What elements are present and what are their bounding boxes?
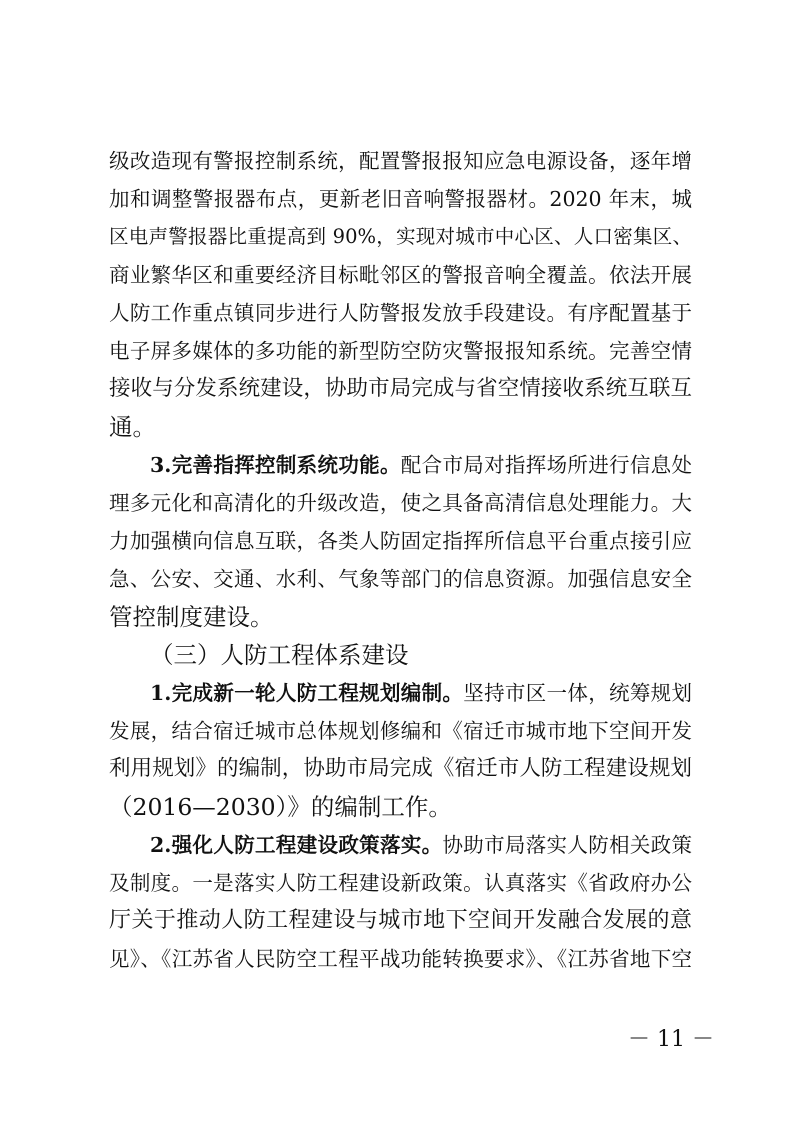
- paragraph-line: 通。: [109, 413, 156, 441]
- paragraph-line: 理多元化和高清化的升级改造，使之具备高清信息处理能力。大: [109, 491, 692, 515]
- paragraph-line: 力加强横向信息互联，各类人防固定指挥所信息平台重点接引应: [109, 529, 692, 553]
- paragraph-line: 级改造现有警报控制系统，配置警报报知应急电源设备，逐年增: [109, 149, 692, 173]
- paragraph-line: （2016—2030）》的编制工作。: [109, 793, 452, 821]
- paragraph-line: 及制度。一是落实人防工程建设新政策。认真落实《省政府办公: [109, 871, 692, 895]
- paragraph-heading: 3.完善指挥控制系统功能。: [150, 453, 401, 477]
- paragraph-text: 配合市局对指挥场所进行信息处: [400, 453, 693, 477]
- paragraph-line: 发展，结合宿迁城市总体规划修编和《宿迁市城市地下空间开发: [109, 719, 692, 743]
- paragraph-first-line: [150, 830, 692, 860]
- paragraph-line: 商业繁华区和重要经济目标毗邻区的警报音响全覆盖。依法开展: [109, 263, 692, 287]
- page-number: － 11 －: [628, 1027, 714, 1052]
- paragraph-line: 急、公安、交通、水利、气象等部门的信息资源。加强信息安全: [109, 567, 692, 591]
- paragraph-line: 厅关于推动人防工程建设与城市地下空间开发融合发展的意: [109, 908, 692, 933]
- paragraph-heading: 2.强化人防工程建设政策落实。: [150, 833, 443, 857]
- paragraph-heading: 1.完成新一轮人防工程规划编制。: [150, 681, 464, 705]
- paragraph-line: 见》、《江苏省人民防空工程平战功能转换要求》、《江苏省地下空: [109, 947, 692, 971]
- paragraph-text: 坚持市区一体，统筹规划: [463, 681, 693, 705]
- paragraph-text: 协助市局落实人防相关政策: [442, 833, 692, 857]
- paragraph-line: 接收与分发系统建设，协助市局完成与省空情接收系统互联互: [109, 376, 692, 401]
- paragraph-first-line: [150, 450, 692, 480]
- paragraph-line: 人防工作重点镇同步进行人防警报发放手段建设。有序配置基于: [109, 301, 692, 325]
- section-title: （三）人防工程体系建设: [150, 641, 409, 669]
- paragraph-line: 区电声警报器比重提高到 90%，实现对城市中心区、人口密集区、: [109, 225, 692, 248]
- paragraph-line: 管控制度建设。: [109, 603, 274, 631]
- paragraph-line: 利用规划》的编制，协助市局完成《宿迁市人防工程建设规划: [109, 756, 692, 781]
- paragraph-line: 加和调整警报器布点，更新老旧音响警报器材。2020 年末，城: [109, 187, 692, 211]
- paragraph-first-line: [150, 678, 692, 708]
- paragraph-line: 电子屏多媒体的多功能的新型防空防灾警报报知系统。完善空情: [109, 339, 692, 363]
